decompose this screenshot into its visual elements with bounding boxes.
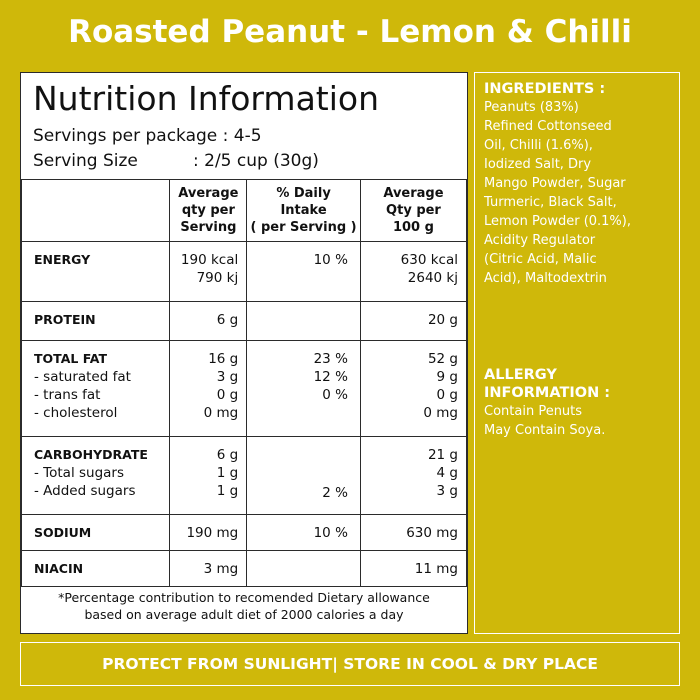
fat-per100: 52 g [427, 351, 458, 367]
ingredients-heading: INGREDIENTS : [484, 81, 606, 97]
ingredients-list [484, 98, 684, 288]
fat-sublabel: - trans fat [34, 387, 101, 403]
fat-sublabel: - cholesterol [34, 405, 118, 421]
servings-per-package: Servings per package : 4-5 [33, 126, 262, 146]
energy-daily: 10 % [313, 252, 348, 268]
ingredient-line: Refined Cottonseed [484, 119, 612, 134]
energy-label: ENERGY [34, 252, 91, 267]
sodium-per100: 630 mg [406, 525, 458, 541]
protein-serving: 6 g [216, 312, 239, 328]
ingredient-line: Acidity Regulator [484, 233, 596, 248]
carb-serving: 1 g [216, 465, 239, 481]
allergy-line: May Contain Soya. [484, 423, 606, 438]
protein-per100-cell [360, 302, 466, 341]
sodium-daily: 10 % [313, 525, 348, 541]
niacin-serving-cell [170, 551, 247, 587]
niacin-daily-cell [247, 551, 361, 587]
serving-size-label: Serving Size [33, 151, 138, 171]
energy-serving-cell [170, 242, 247, 302]
serving-size-value: : 2/5 cup (30g) [193, 151, 319, 171]
fat-daily: 12 % [313, 369, 348, 385]
carb-serving-cell [170, 437, 247, 515]
fat-daily-cell [247, 341, 361, 437]
energy-label-cell [22, 242, 170, 302]
sodium-label: SODIUM [34, 525, 92, 540]
ingredient-line: Lemon Powder (0.1%), [484, 214, 631, 229]
fat-sublabel: - saturated fat [34, 369, 131, 385]
carb-label: CARBOHYDRATE [34, 447, 148, 462]
header-daily-intake [247, 180, 361, 242]
energy-serving-kcal: 190 kcal [180, 252, 239, 268]
niacin-label: NIACIN [34, 561, 84, 576]
niacin-per100: 11 mg [414, 561, 458, 577]
fat-per100-cell [360, 341, 466, 437]
fat-serving-cell [170, 341, 247, 437]
sodium-daily-cell [247, 515, 361, 551]
header-avg-qty-serving [170, 180, 247, 242]
carb-per100: 21 g [427, 447, 458, 463]
table-row-protein [22, 302, 467, 341]
table-row-fat [22, 341, 467, 437]
ingredient-line: Oil, Chilli (1.6%), [484, 138, 593, 153]
sodium-serving: 190 mg [186, 525, 239, 541]
nutrition-heading: Nutrition Information [33, 79, 380, 118]
energy-serving-kj: 790 kj [196, 270, 239, 286]
allergy-line: Contain Penuts [484, 404, 583, 419]
serving-size [33, 151, 319, 171]
protein-daily-cell [247, 302, 361, 341]
footnote-line: *Percentage contribution to recomended Dietary allowance [58, 590, 430, 605]
storage-banner: PROTECT FROM SUNLIGHT| STORE IN COOL & DRY PLACE [20, 642, 680, 686]
fat-serving: 3 g [216, 369, 239, 385]
header-line: Average [178, 186, 239, 201]
footnote-line: based on average adult diet of 2000 calories a day [84, 607, 404, 622]
protein-per100: 20 g [427, 312, 458, 328]
header-line: Serving [180, 220, 237, 235]
carb-serving: 6 g [216, 447, 239, 463]
fat-label-cell [22, 341, 170, 437]
nutrition-panel [20, 72, 468, 634]
sodium-per100-cell [360, 515, 466, 551]
fat-per100: 0 g [436, 387, 458, 403]
sodium-label-cell [22, 515, 170, 551]
niacin-per100-cell [360, 551, 466, 587]
header-avg-qty-100g [360, 180, 466, 242]
protein-label-cell [22, 302, 170, 341]
carb-serving: 1 g [216, 483, 239, 499]
spacer [484, 288, 684, 366]
header-line: qty per [181, 203, 235, 218]
energy-per100-kcal: 630 kcal [400, 252, 458, 268]
allergy-info [484, 402, 684, 440]
allergy-heading-line: ALLERGY [484, 367, 557, 383]
niacin-serving: 3 mg [203, 561, 239, 577]
ingredient-line: Acid), Maltodextrin [484, 271, 607, 286]
sodium-serving-cell [170, 515, 247, 551]
carb-per100: 4 g [436, 465, 458, 481]
carb-sublabel: - Added sugars [34, 483, 136, 499]
fat-per100: 9 g [436, 369, 458, 385]
carb-per100-cell [360, 437, 466, 515]
table-row-energy [22, 242, 467, 302]
ingredient-line: (Citric Acid, Malic [484, 252, 597, 267]
header-line: Average [383, 186, 444, 201]
ingredient-line: Iodized Salt, Dry [484, 157, 592, 172]
ingredient-line: Mango Powder, Sugar [484, 176, 626, 191]
header-line: % Daily [276, 186, 331, 201]
carb-sublabel: - Total sugars [34, 465, 124, 481]
carb-label-cell [22, 437, 170, 515]
table-row-sodium [22, 515, 467, 551]
energy-daily-cell [247, 242, 361, 302]
nutrition-table [21, 179, 467, 587]
energy-per100-kj: 2640 kj [407, 270, 458, 286]
table-row-carbohydrate [22, 437, 467, 515]
header-line: Qty per [386, 203, 441, 218]
carb-per100: 3 g [436, 483, 458, 499]
carb-daily: 2 % [322, 485, 348, 501]
protein-label: PROTEIN [34, 312, 96, 327]
ingredient-line: Turmeric, Black Salt, [484, 195, 617, 210]
header-blank [22, 180, 170, 242]
product-title: Roasted Peanut - Lemon & Chilli [68, 14, 632, 50]
fat-serving: 0 mg [203, 405, 239, 421]
fat-serving: 16 g [208, 351, 239, 367]
allergy-heading-line: INFORMATION : [484, 385, 611, 401]
carb-daily-cell [247, 437, 361, 515]
fat-per100: 0 mg [423, 405, 458, 421]
header-line: ( per Serving ) [250, 220, 357, 235]
ingredient-line: Peanuts (83%) [484, 100, 579, 115]
allergy-heading [484, 366, 684, 402]
fat-label: TOTAL FAT [34, 351, 108, 366]
header-line: Intake [280, 203, 327, 218]
niacin-label-cell [22, 551, 170, 587]
energy-per100-cell [360, 242, 466, 302]
footnote [21, 589, 467, 623]
fat-daily: 0 % [322, 387, 348, 403]
fat-daily: 23 % [313, 351, 348, 367]
table-row-niacin [22, 551, 467, 587]
table-header-row [22, 180, 467, 242]
protein-serving-cell [170, 302, 247, 341]
fat-serving: 0 g [216, 387, 239, 403]
ingredients-section [484, 80, 684, 440]
header-line: 100 g [392, 220, 434, 235]
